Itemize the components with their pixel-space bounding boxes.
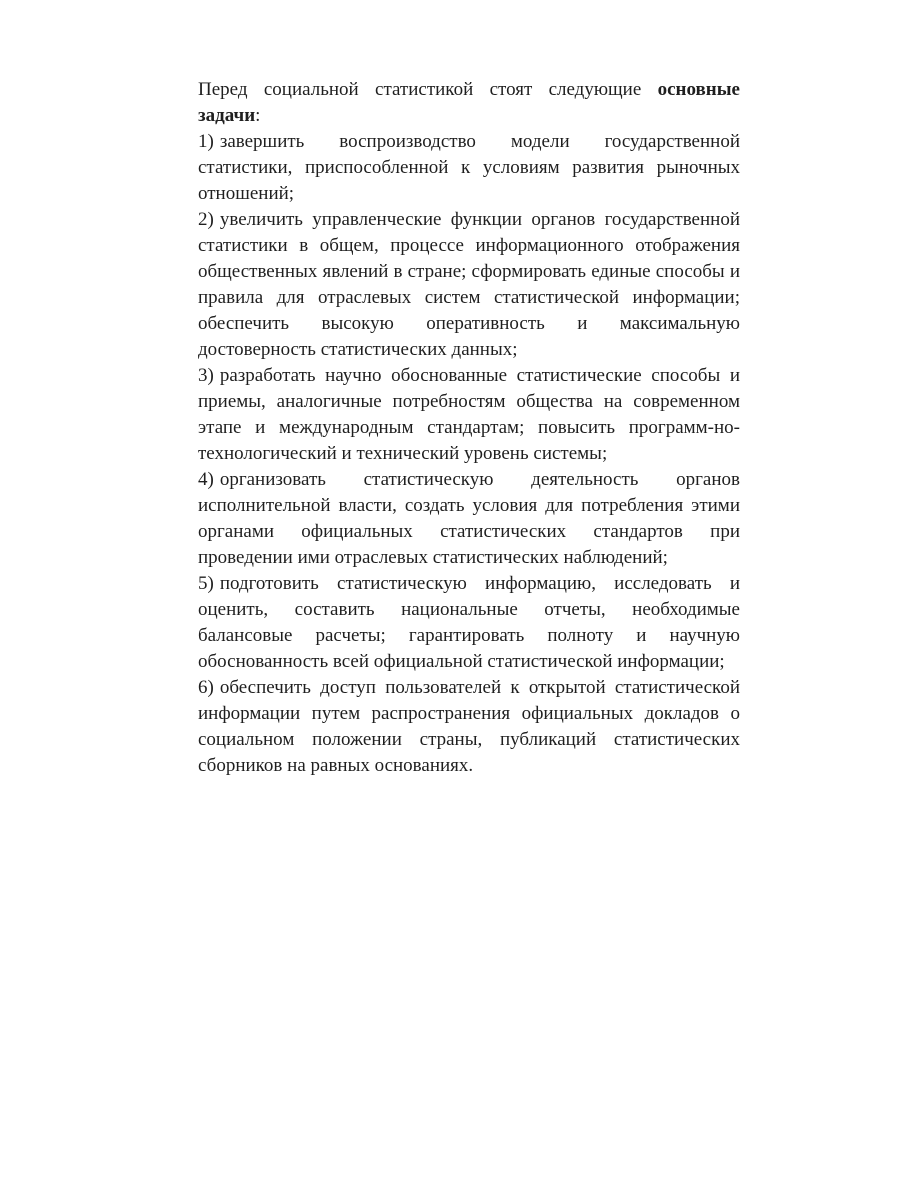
list-item [198, 675, 740, 779]
list-item-number: 4) [198, 469, 214, 490]
list-item-text: разработать научно обоснованные статистические способы и приемы, аналогичные потребностям общества на современном этапе и международным стандартам; повысить программ-но-технологический и технический уровень системы; [198, 365, 740, 464]
list-item [198, 129, 740, 207]
list-item-text: завершить воспроизводство модели государственной статистики, приспособленной к условиям развития рыночных отношений; [198, 131, 740, 204]
list-item [198, 207, 740, 363]
intro-paragraph [198, 77, 740, 129]
list-item-text: обеспечить доступ пользователей к открытой статистической информации путем распространения официальных докладов о социальном положении страны, публикаций статистических сборников на равных основаниях. [198, 677, 740, 776]
list-item [198, 467, 740, 571]
list-item-text: увеличить управленческие функции органов государственной статистики в общем, процессе информационного отображения общественных явлений в стране; сформировать единые способы и правила для отраслевых систем статистической информации; обеспечить высокую оперативность и максимальную достоверность статистических данных; [198, 209, 740, 360]
body-text [198, 77, 740, 779]
intro-suffix: : [255, 105, 261, 126]
list-item-number: 5) [198, 573, 214, 594]
intro-bold-term: основные задачи [198, 79, 740, 126]
intro-prefix: Перед социальной статистикой стоят следующие [198, 79, 658, 100]
list-item [198, 363, 740, 467]
list-item [198, 571, 740, 675]
list-item-text: подготовить статистическую информацию, исследовать и оценить, составить национальные отчеты, необходимые балансовые расчеты; гарантировать полноту и научную обоснованность всей официальной статистической информации; [198, 573, 740, 672]
list-item-number: 6) [198, 677, 214, 698]
list-item-number: 2) [198, 209, 214, 230]
list-item-text: организовать статистическую деятельность органов исполнительной власти, создать условия для потребления этими органами официальных статистических стандартов при проведении ими отраслевых статистических наблюдений; [198, 469, 740, 568]
list-item-number: 3) [198, 365, 214, 386]
list-item-number: 1) [198, 131, 214, 152]
